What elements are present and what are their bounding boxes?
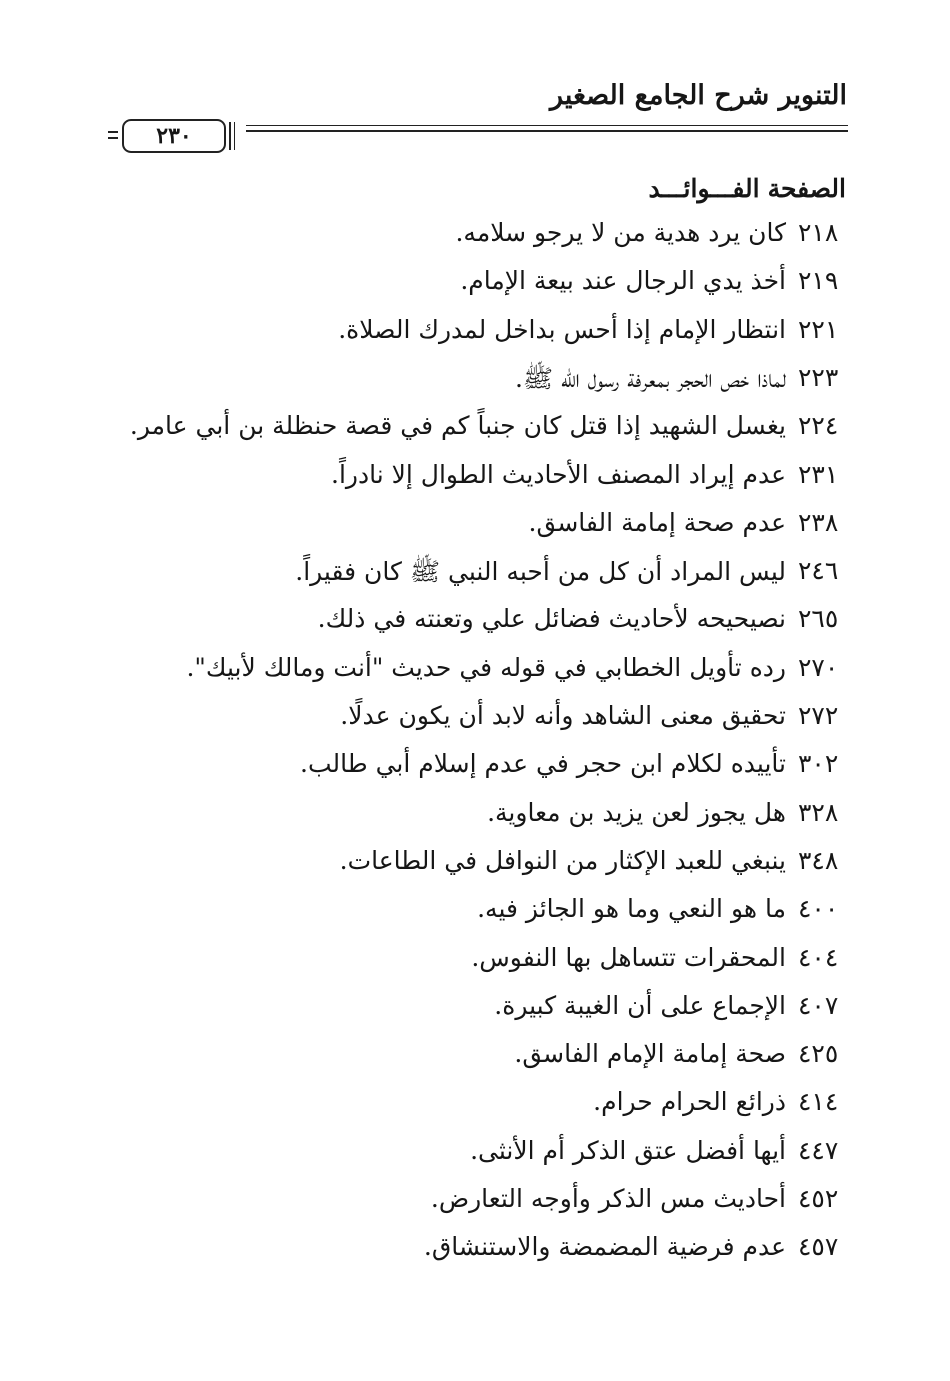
header-bar <box>234 122 235 150</box>
header-dash <box>108 131 118 133</box>
entry-page-number: ٣٢٨ <box>798 797 839 827</box>
page-number: ٢٣٠ <box>122 119 226 153</box>
entry-page-number: ٣٤٨ <box>798 845 839 875</box>
benefits-column-label: الفـــوائـــد <box>648 174 760 203</box>
index-entry <box>0 460 950 508</box>
entry-page-number: ٢٣١ <box>798 459 839 489</box>
index-entry <box>0 798 950 846</box>
entry-page-number: ٣٠٢ <box>798 749 839 779</box>
entry-page-number: ٢٢٤ <box>798 411 839 441</box>
header-rule <box>108 119 848 153</box>
entry-text: أخذ يدي الرجال عند بيعة الإمام. <box>460 266 786 296</box>
index-entry <box>0 1136 950 1184</box>
entry-text: عدم صحة إمامة الفاسق. <box>528 507 786 537</box>
entry-text: صحة إمامة الإمام الفاسق. <box>514 1039 786 1069</box>
entry-text: عدم فرضية المضمضة والاستنشاق. <box>423 1232 786 1262</box>
entry-text: تحقيق معنى الشاهد وأنه لابد أن يكون عدلًا. <box>340 701 786 730</box>
entry-page-number: ٤٤٧ <box>798 1135 839 1165</box>
entry-text: عدم إيراد المصنف الأحاديث الطوال إلا نادراً. <box>331 459 786 489</box>
index-entry <box>0 1087 950 1135</box>
entry-page-number: ٤٠٤ <box>798 942 839 972</box>
index-entry <box>0 846 950 894</box>
header-line <box>246 130 848 132</box>
entry-text: المحقرات تتساهل بها النفوس. <box>471 942 786 972</box>
entry-page-number: ٢٦٥ <box>798 604 839 634</box>
header-dash <box>108 137 118 139</box>
index-entry <box>0 266 950 314</box>
entry-page-number: ٤٥٢ <box>798 1184 839 1213</box>
header-line <box>246 125 848 126</box>
entry-page-number: ٤٠٠ <box>798 894 839 924</box>
index-entry <box>0 894 950 942</box>
entry-text: ما هو النعي وما هو الجائز فيه. <box>477 894 786 924</box>
entry-text: لماذا خص الحجر بمعرفة رسول الله ﷺ. <box>514 363 786 393</box>
index-entry <box>0 653 950 701</box>
entry-page-number: ٢٢١ <box>798 314 839 344</box>
entry-text: رده تأويل الخطابي في قوله في حديث "أنت ومالك لأبيك". <box>186 652 786 682</box>
index-entry <box>0 411 950 459</box>
index-entry <box>0 315 950 363</box>
entry-text: هل يجوز لعن يزيد بن معاوية. <box>487 797 786 827</box>
entry-text: ليس المراد أن كل من أحبه النبي ﷺ كان فقيراً. <box>295 557 786 587</box>
entry-page-number: ٢٢٣ <box>798 362 839 392</box>
entry-page-number: ٤١٤ <box>798 1087 839 1117</box>
column-heading <box>648 174 846 203</box>
entry-text: ذرائع الحرام حرام. <box>593 1087 786 1117</box>
entry-page-number: ٤٢٥ <box>798 1039 839 1069</box>
index-entry <box>0 1039 950 1087</box>
index-entry <box>0 508 950 556</box>
index-entry <box>0 604 950 652</box>
index-entry <box>0 556 950 604</box>
index-entry <box>0 1184 950 1232</box>
index-entry <box>0 991 950 1039</box>
entry-text: ينبغي للعبد الإكثار من النوافل في الطاعات. <box>339 845 786 875</box>
index-entry <box>0 701 950 749</box>
index-entry <box>0 1232 950 1280</box>
entry-page-number: ٢٣٨ <box>798 507 839 537</box>
page-column-label: الصفحة <box>767 174 846 203</box>
entry-page-number: ٢١٨ <box>798 218 839 247</box>
entry-text: يغسل الشهيد إذا قتل كان جنباً كم في قصة حنظلة بن أبي عامر. <box>129 411 786 441</box>
entry-page-number: ٤٠٧ <box>798 990 839 1020</box>
entry-text: تأييده لكلام ابن حجر في عدم إسلام أبي طالب. <box>300 749 786 779</box>
index-entry <box>0 363 950 411</box>
entry-text: أيها أفضل عتق الذكر أم الأنثى. <box>470 1135 786 1165</box>
index-entry <box>0 749 950 797</box>
entry-page-number: ٢٧٢ <box>798 701 839 730</box>
entry-text: أحاديث مس الذكر وأوجه التعارض. <box>430 1184 786 1213</box>
entry-text: انتظار الإمام إذا أحس بداخل لمدرك الصلاة. <box>338 314 786 344</box>
header-bar <box>229 122 231 150</box>
entry-page-number: ٢٤٦ <box>798 556 839 586</box>
entry-page-number: ٢٧٠ <box>798 652 839 682</box>
entry-page-number: ٤٥٧ <box>798 1232 839 1262</box>
running-title: التنوير شرح الجامع الصغير <box>550 80 847 111</box>
entry-page-number: ٢١٩ <box>798 266 839 296</box>
index-entry <box>0 218 950 266</box>
entry-text: الإجماع على أن الغيبة كبيرة. <box>494 990 786 1020</box>
index-entry <box>0 943 950 991</box>
entry-text: نصيحيحه لأحاديث فضائل علي وتعنته في ذلك. <box>317 604 786 634</box>
entry-text: كان يرد هدية من لا يرجو سلامه. <box>455 218 786 247</box>
